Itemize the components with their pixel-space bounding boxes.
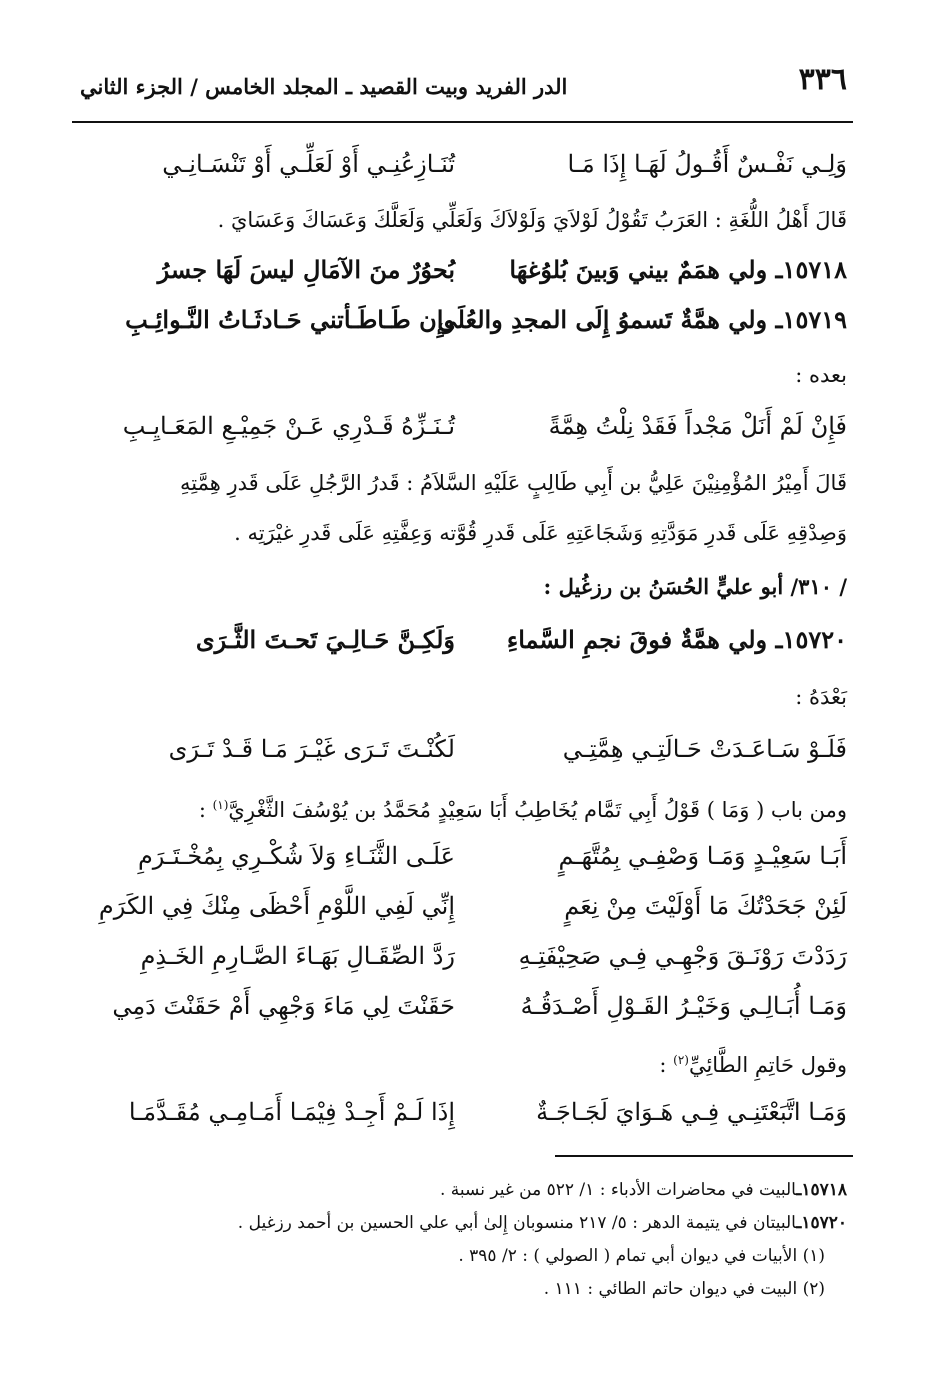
footnote: (١) الأبيات في ديوان أبي تمام ( الصولي ) : ٢/ ٣٩٥ . [458,1246,825,1266]
verse-line [100,842,847,898]
verse-line [100,412,847,468]
verse-first-hemistich: فَإِنْ لَمْ أَنَلْ مَجْداً فَقَدْ نِلْتُ هِمَّةً [548,412,847,440]
footnote-rule [555,1155,853,1157]
verse-second-hemistich: تُـنَـزِّهُ قَـدْرِي عَـنْ جَمِيْـعِ المَعَـايِـبِ [122,412,455,440]
footnote: ١٥٧٢٠ـالبيتان في يتيمة الدهر : ٥/ ٢١٧ منسوبان إِلىٰ أبي علي الحسين بن أحمد رزغيل . [237,1213,847,1233]
prose-line: قَالَ أَمِيْرُ المُؤْمِنِيْنَ عَلِيُّ بن أَبِي طَالِبٍ عَلَيْهِ السَّلاَمُ : قَدرُ الرَّجُلِ عَلَى قَدرِ هِمَّتِهِ [180,471,847,495]
verse-line [100,150,847,206]
verse-first-hemistich: أَبَـا سَعِيْـدٍ وَمَـا وَصْفِـي بِمُتَّهَـمٍ [558,842,847,870]
verse-line [100,735,847,791]
verse-number: ١٥٧١٨ـ [775,255,847,284]
verse-second-hemistich: لَكُنْـتَ تَـرَى غَيْـرَ مَـا قَـدْ تَـرَى [168,735,455,763]
verse-second-hemistich: إِذَا لَـمْ أَجِـدْ فِيْمَـا أَمَـامِـي مُقَـدَّمَـا [128,1098,455,1126]
verse-second-hemistich: حَقَنْتَ لِي مَاءَ وَجْهِي أَمْ حَقَنْتَ دَمِي [112,992,455,1020]
verse-second-hemistich: وإِن طَـاطَـأتني حَـادثَـاتُ النَّـوائِـبِ [125,305,455,334]
verse-line [100,1098,847,1154]
prose-line: قَالَ أَهْلُ اللُّغَةِ : العَرَبُ تَقُوْلُ لَوْلاَيَ وَلَوْلاَكَ وَلَعَلِّي وَلَعَلَّكَ وَعَسَاكَ وَعَسَايَ . [217,208,847,232]
footnote-ref: (٢) [673,1053,689,1067]
verse-second-hemistich: عَلَـى الثَّنَـاءِ وَلاَ شُكْـرِي بِمُخْـتَـرَمِ [137,842,455,870]
verse-second-hemistich: وَلَكِـنَّ حَـالِـيَ تَحـتَ الثَّـرَى [195,625,455,654]
running-title: الدر الفريد وبيت القصيد ـ المجلد الخامس / الجزء الثاني [80,74,568,99]
verse-first-hemistich: لَئِنْ جَحَدْتُكَ مَا أَوْلَيْتَ مِنْ نِعَمٍ [564,892,847,920]
verse-first-hemistich: ١٥٧١٩ـ ولي همَّةٌ تَسموُ إِلَى المجدِ والعُلَى [437,305,847,334]
verse-first-hemistich: ١٥٧١٨ـ ولي همَمٌ بيني وَبينَ بُلوُغهَا [509,255,847,284]
verse-line [100,892,847,948]
verse-second-hemistich: رَدَّ الصِّقَـالِ بَهَـاءَ الصَّـارِمِ الخَـذِمِ [140,942,455,970]
page-header [80,62,847,106]
numbered-verse-line [100,305,847,361]
verse-second-hemistich: بُحوُرٌ منَ الآمَالِ ليسَ لَهَا جسرُ [157,255,455,284]
verse-number: ١٥٧١٩ـ [775,305,847,334]
verse-number: ١٥٧٢٠ـ [775,625,847,654]
verse-line [100,942,847,998]
page-number: ٣٣٦ [798,62,847,97]
verse-line [100,992,847,1048]
footnote: ١٥٧١٨ـالبيت في محاضرات الأدباء : ١/ ٥٢٢ من غير نسبة . [440,1180,847,1200]
verse-first-hemistich: وَمَـا اتَّبَعْتَنِـي فِـي هَـوَايَ لَجَـاجَـةٌ [536,1098,847,1126]
verse-first-hemistich: وَلِـي نَفْـسٌ أَقُـولُ لَهَـا إِذَا مَـا [567,150,847,178]
section-label: بعده : [795,363,847,387]
verse-second-hemistich: تُنَـازِعُنِـي أَوْ لَعَلِّـي أَوْ تَنْسَـانِـي [162,150,455,178]
poet-heading: / ٣١٠/ أبو عليٍّ الحُسَنُ بن رزغُيل : [543,574,847,599]
verse-first-hemistich: فَلَـوْ سَـاعَـدَتْ حَـالَتِـي هِمَّتِـي [562,735,847,763]
verse-first-hemistich: ١٥٧٢٠ـ ولي همَّةٌ فوقَ نجمِ السَّماءِ [506,625,847,654]
numbered-verse-line [100,625,847,681]
verse-first-hemistich: وَمَـا أُبَـالِـي وَخَيْـرُ القَـوْلِ أَصْـدَقُـهُ [520,992,847,1020]
header-rule [72,121,853,123]
prose-line: ومن باب ( وَمَا ) قَوْلُ أَبِي تَمَّام يُخَاطِبُ أَبَا سَعِيْدٍ مُحَمَّدُ بن يُوْسُفَ الثَّغْرِيَّ$^{(١)}$ : [198,798,847,822]
footnote: (٢) البيت في ديوان حاتم الطائي : ١١١ . [543,1279,825,1299]
prose-line: وقول حَاتِمِ الطَّائِيِّ$^{(٢)}$ : [659,1053,847,1077]
footnote-ref: (١) [212,798,229,812]
numbered-verse-line [100,255,847,311]
prose-line: وَصِدْقِهِ عَلَى قَدرِ مَوَدَّتِهِ وَشَجَاعَتِهِ عَلَى قَدرِ قُوَّته وَعِفَّتِهِ عَلَى قَدرِ غيْرَتِه . [234,521,847,545]
section-label: بَعْدَهُ : [795,685,847,709]
verse-first-hemistich: رَدَدْتَ رَوْنَـقَ وَجْهِـي فِـي صَحِيْفَتِـهِ [518,942,847,970]
verse-second-hemistich: إِنِّي لَفِي اللَّوْمِ أَحْظَى مِنْكَ فِي الكَرَمِ [98,892,455,920]
